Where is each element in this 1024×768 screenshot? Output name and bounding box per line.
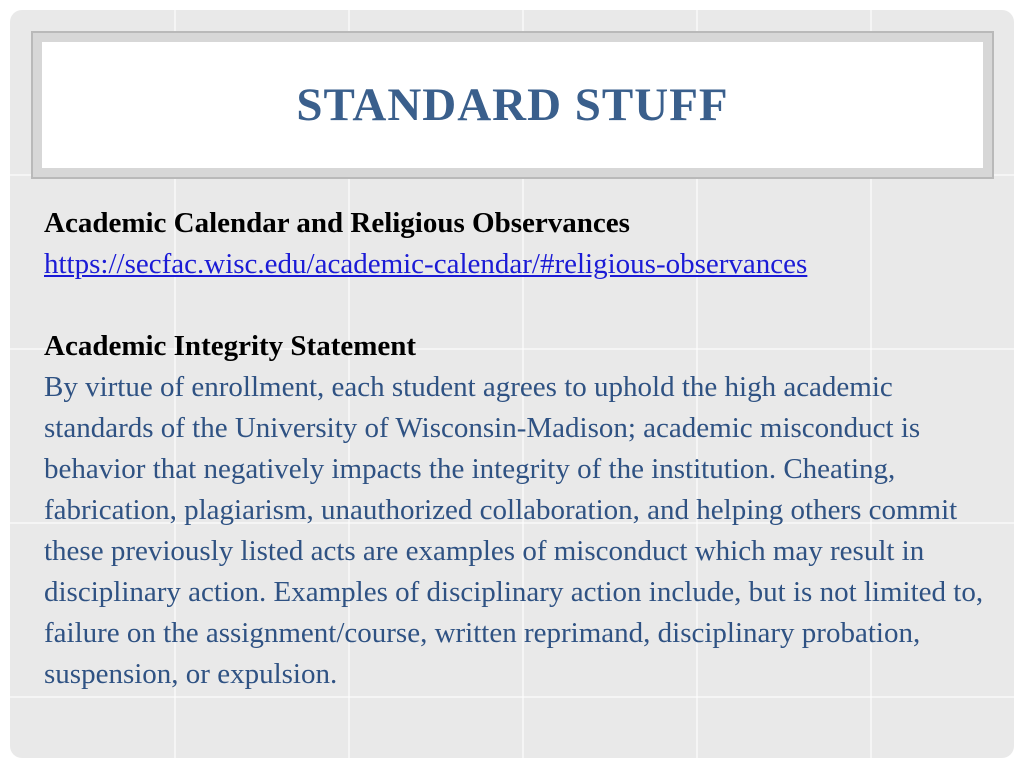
religious-observances-link[interactable]: https://secfac.wisc.edu/academic-calendar/#religious-observances [44, 248, 808, 280]
calendar-heading: Academic Calendar and Religious Observances [44, 207, 630, 239]
content-area [44, 203, 984, 695]
title-box [42, 42, 983, 168]
integrity-heading: Academic Integrity Statement [44, 330, 417, 362]
slide-title: STANDARD STUFF [296, 79, 729, 131]
title-frame [31, 31, 994, 179]
section-spacer [44, 285, 984, 326]
integrity-statement: By virtue of enrollment, each student agrees to uphold the high academic standards of the University of Wisconsin-Madison; academic misconduct is behavior that negatively impacts the integrity of the institution. Cheating, fabrication, plagiarism, unauthorized collaboration, and helping others commit these previously listed acts are examples of misconduct which may result in disciplinary action. Examples of disciplinary action include, but is not limited to, failure on the assignment/course, written reprimand, disciplinary probation, suspension, or expulsion. [44, 371, 984, 690]
